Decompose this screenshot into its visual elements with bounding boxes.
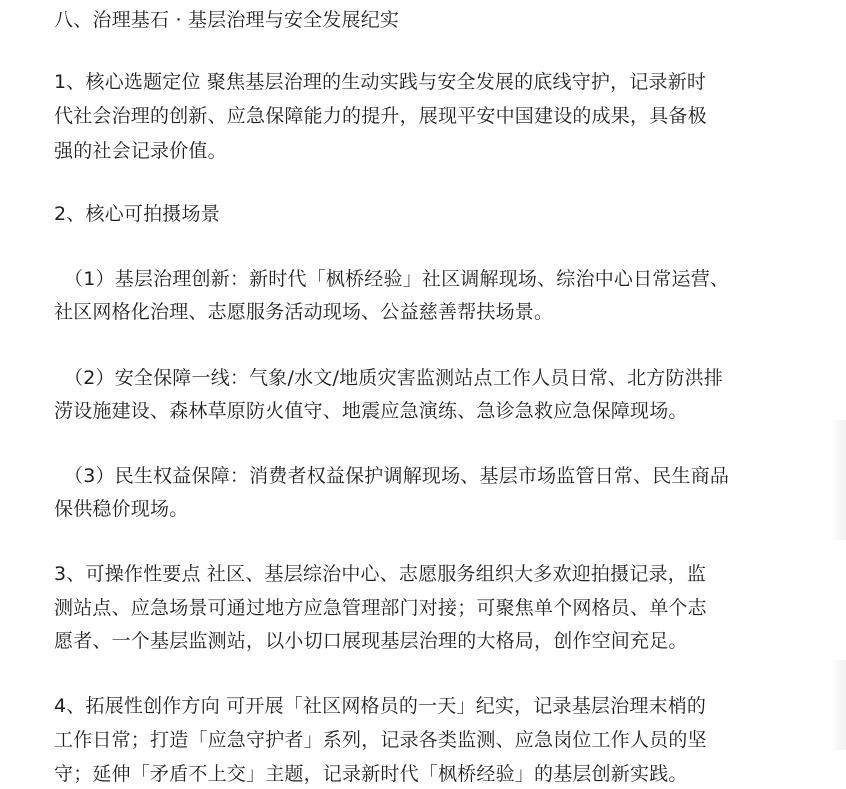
scroll-edge-shadow-lower [830, 660, 846, 750]
para-7-line-3: 守；延伸「矛盾不上交」主题，记录新时代「枫桥经验」的基层创新实践。 [54, 763, 688, 785]
para-4-line-1: （2）安全保障一线：气象/水文/地质灾害监测站点工作人员日常、北方防洪排 [64, 367, 724, 389]
para-3-line-1: （1）基层治理创新：新时代「枫桥经验」社区调解现场、综治中心日常运营、 [64, 268, 730, 290]
section-title: 八、治理基石 · 基层治理与安全发展纪实 [54, 9, 400, 31]
scroll-edge-shadow [830, 420, 846, 540]
para-5-line-1: （3）民生权益保障：消费者权益保护调解现场、基层市场监管日常、民生商品 [64, 465, 730, 487]
para-3-line-2: 社区网格化治理、志愿服务活动现场、公益慈善帮扶场景。 [54, 301, 554, 323]
para-7-line-2: 工作日常；打造「应急守护者」系列，记录各类监测、应急岗位工作人员的坚 [54, 729, 707, 751]
para-6-line-2: 测站点、应急场景可通过地方应急管理部门对接；可聚焦单个网格员、单个志 [54, 597, 707, 619]
para-4-line-2: 涝设施建设、森林草原防火值守、地震应急演练、急诊急救应急保障现场。 [54, 400, 688, 422]
para-6-line-3: 愿者、一个基层监测站，以小切口展现基层治理的大格局，创作空间充足。 [54, 630, 688, 652]
para-1-line-2: 代社会治理的创新、应急保障能力的提升，展现平安中国建设的成果，具备极 [54, 105, 707, 127]
para-7-line-1: 4、拓展性创作方向 可开展「社区网格员的一天」纪实，记录基层治理末梢的 [54, 695, 707, 717]
para-5-line-2: 保供稳价现场。 [54, 498, 189, 520]
para-2-heading: 2、核心可拍摄场景 [54, 203, 220, 225]
para-1-line-1: 1、核心选题定位 聚焦基层治理的生动实践与安全发展的底线守护，记录新时 [54, 71, 707, 93]
para-6-line-1: 3、可操作性要点 社区、基层综治中心、志愿服务组织大多欢迎拍摄记录，监 [54, 563, 707, 585]
para-1-line-3: 强的社会记录价值。 [54, 140, 227, 162]
